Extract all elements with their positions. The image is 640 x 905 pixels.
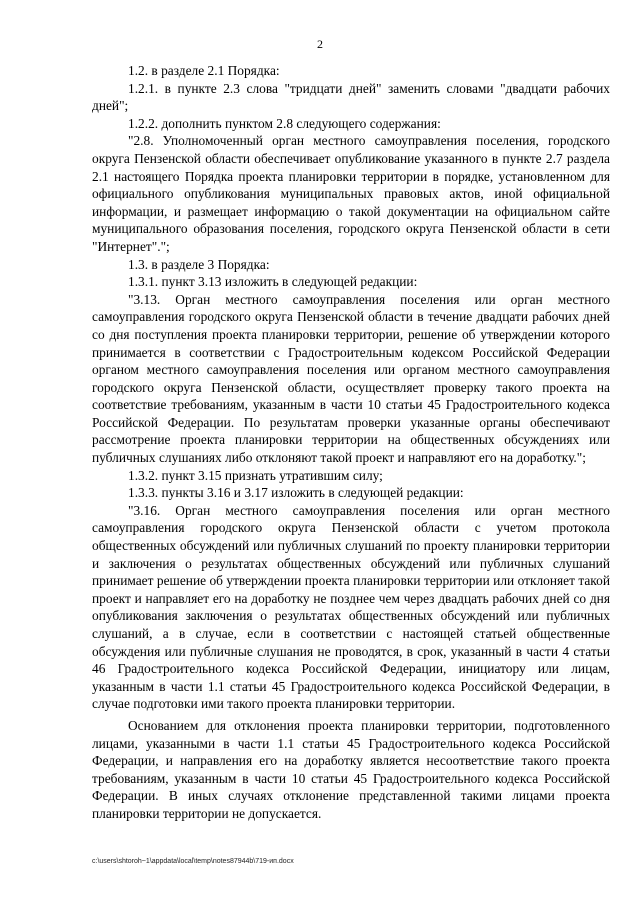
paragraph: "2.8. Уполномоченный орган местного самоуправления поселения, городского округа Пензенской области обеспечивает опубликование указанного в пункте 2.7 раздела 2.1 настоящего Порядка проекта планировки территории в порядке, установленном для официального опубликования муниципальных правовых актов, иной официальной информации, и размещает информацию о такой документации на официальном сайте муниципального образования поселения, городского округа Пензенской области в сети "Интернет".";	[92, 133, 610, 254]
paragraph: 1.3.3. пункты 3.16 и 3.17 изложить в следующей редакции:	[128, 485, 464, 501]
page-number: 2	[317, 37, 323, 51]
paragraph: 1.3.1. пункт 3.13 изложить в следующей редакции:	[128, 274, 418, 290]
paragraph: 1.2. в разделе 2.1 Порядка:	[128, 63, 280, 78]
paragraph: "3.16. Орган местного самоуправления поселения или орган местного самоуправления городского округа Пензенской области с учетом протокола общественных обсуждений или публичных слушаний по проекту планировки территории и заключения о результатах общественных обсуждений или публичных слушаний принимает решение об утверждении проекта планировки территории или отклоняет такой проект и направляет его на доработку не позднее чем через двадцать рабочих дней со дня опубликования заключения о результатах общественных обсуждений или публичных слушаний, а в случае, если в соответствии с настоящей статьей общественные обсуждения или публичные слушания не проводятся, в срок, указанный в части 4 статьи 46 Градостроительного кодекса Российской Федерации, инициатору или лицам, указанным в части 1.1 статьи 45 Градостроительного кодекса Российской Федерации, в случае подготовки ими такого проекта планировки территории.	[92, 502, 610, 712]
paragraph: 1.2.1. в пункте 2.3 слова "тридцати дней" заменить словами "двадцати рабочих дней";	[92, 80, 610, 114]
paragraph: "3.13. Орган местного самоуправления поселения или орган местного самоуправления городского округа Пензенской области в течение двадцати рабочих дней со дня поступления проекта планировки территории, решение об утверждении которого принимается в соответствии с Градостроительным кодексом Российской Федерации органом местного самоуправления поселения или органом местного самоуправления городского округа Пензенской области, осуществляет проверку такого проекта на соответствие требованиям, указанным в части 10 статьи 45 Градостроительного кодекса Российской Федерации. По результатам проверки указанные органы обеспечивают рассмотрение проекта планировки территории на общественных обсуждениях или публичных слушаниях либо отклоняют такой проект и направляют его на доработку.";	[92, 291, 610, 466]
paragraph: Основанием для отклонения проекта планировки территории, подготовленного лицами, указанными в части 1.1 статьи 45 Градостроительного кодекса Российской Федерации, и направления его на доработку является несоответствие такого проекта требованиям, указанным в части 10 статьи 45 Градостроительного кодекса Российской Федерации. В иных случаях отклонение представленной такими лицами проекта планировки территории не допускается.	[92, 717, 610, 821]
paragraph: 1.2.2. дополнить пунктом 2.8 следующего содержания:	[128, 115, 441, 131]
footer-file-path: c:\users\shtoroh~1\appdata\local\temp\notes87944b\719-ип.docx	[92, 858, 294, 865]
paragraph: 1.3. в разделе 3 Порядка:	[128, 256, 270, 272]
document-body	[92, 62, 610, 823]
paragraph: 1.3.2. пункт 3.15 признать утратившим силу;	[128, 467, 383, 483]
